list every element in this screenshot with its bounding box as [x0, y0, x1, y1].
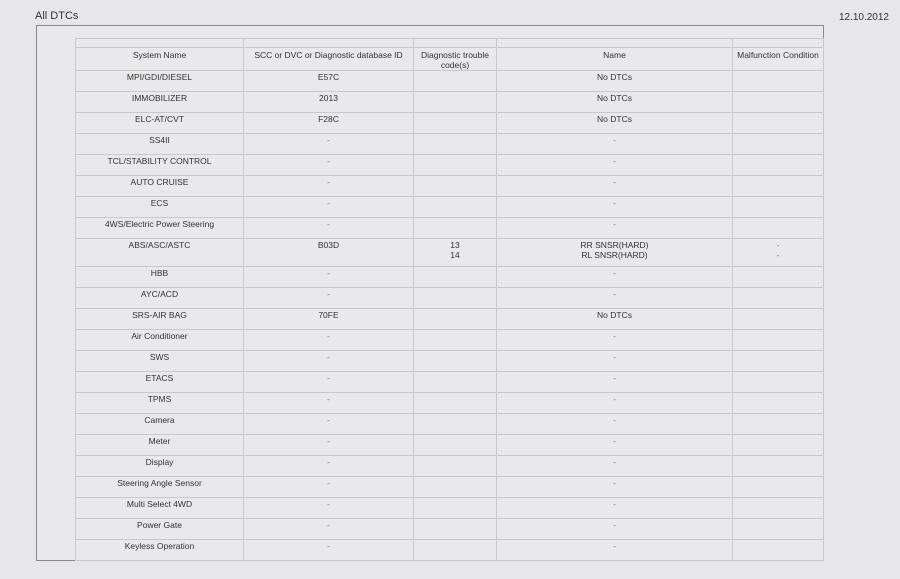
page-title: All DTCs: [35, 10, 79, 22]
dtc-name-cell: [497, 372, 733, 393]
system-name-cell: SRS-AIR BAG: [76, 309, 244, 330]
dtc-name-cell: [497, 113, 733, 134]
malfunction-condition-cell: [733, 435, 824, 456]
system-name-cell: Air Conditioner: [76, 330, 244, 351]
dtc-name-cell: [497, 239, 733, 267]
dtc-name-cell-line: No DTCs: [597, 114, 632, 124]
dtc-name-cell-line: -: [613, 457, 616, 467]
system-name-cell: IMMOBILIZER: [76, 92, 244, 113]
dtc-name-cell-line: -: [613, 478, 616, 488]
database-id-cell: -: [244, 540, 414, 561]
database-id-cell: -: [244, 519, 414, 540]
dtc-name-cell: [497, 134, 733, 155]
trouble-code-cell: [414, 393, 497, 414]
table-row: [76, 134, 824, 155]
system-name-cell: Keyless Operation: [76, 540, 244, 561]
table-row: [76, 267, 824, 288]
dtc-name-cell: [497, 414, 733, 435]
database-id-cell: -: [244, 372, 414, 393]
trouble-code-cell: [414, 540, 497, 561]
trouble-code-cell: [414, 477, 497, 498]
column-header-malfunction-condition: Malfunction Condition: [733, 48, 824, 71]
table-row: [76, 239, 824, 267]
system-name-cell: Steering Angle Sensor: [76, 477, 244, 498]
dtc-name-cell: [497, 197, 733, 218]
table-row: [76, 435, 824, 456]
system-name-cell: Camera: [76, 414, 244, 435]
malfunction-condition-cell: [733, 239, 824, 267]
table-row: [76, 71, 824, 92]
database-id-cell: -: [244, 414, 414, 435]
malfunction-condition-cell: [733, 155, 824, 176]
trouble-code-cell: [414, 197, 497, 218]
table-row: [76, 176, 824, 197]
dtc-name-cell: [497, 71, 733, 92]
system-name-cell: ECS: [76, 197, 244, 218]
malfunction-condition-cell: [733, 267, 824, 288]
trouble-code-cell: [414, 414, 497, 435]
header-spacer-row: [76, 39, 824, 48]
dtc-name-cell: [497, 309, 733, 330]
database-id-cell: -: [244, 218, 414, 239]
malfunction-condition-cell: [733, 456, 824, 477]
database-id-cell: -: [244, 155, 414, 176]
system-name-cell: Power Gate: [76, 519, 244, 540]
trouble-code-cell-line: 13: [450, 240, 460, 250]
trouble-code-cell: [414, 267, 497, 288]
dtc-name-cell-line: RL SNSR(HARD): [581, 250, 648, 260]
table-row: [76, 288, 824, 309]
malfunction-condition-cell: [733, 414, 824, 435]
dtc-name-cell-line: -: [613, 394, 616, 404]
system-name-cell: SS4II: [76, 134, 244, 155]
trouble-code-cell: [414, 71, 497, 92]
table-row: [76, 113, 824, 134]
database-id-cell: 2013: [244, 92, 414, 113]
dtc-name-cell: [497, 218, 733, 239]
dtc-name-cell: [497, 540, 733, 561]
system-name-cell: AYC/ACD: [76, 288, 244, 309]
system-name-cell: 4WS/Electric Power Steering: [76, 218, 244, 239]
malfunction-condition-cell: [733, 218, 824, 239]
column-header-database-id: SCC or DVC or Diagnostic database ID: [244, 48, 414, 71]
column-header-name: Name: [497, 48, 733, 71]
column-header-trouble-codes: Diagnostic trouble code(s): [414, 48, 497, 71]
trouble-code-cell: [414, 519, 497, 540]
malfunction-condition-cell: [733, 71, 824, 92]
database-id-cell: -: [244, 456, 414, 477]
dtc-name-cell-line: -: [613, 373, 616, 383]
malfunction-condition-cell: [733, 498, 824, 519]
trouble-code-cell: [414, 176, 497, 197]
database-id-cell: -: [244, 351, 414, 372]
table-row: [76, 92, 824, 113]
database-id-cell: -: [244, 435, 414, 456]
dtc-name-cell: [497, 92, 733, 113]
dtc-name-cell: [497, 519, 733, 540]
system-name-cell: HBB: [76, 267, 244, 288]
dtc-name-cell-line: -: [613, 289, 616, 299]
system-name-cell: AUTO CRUISE: [76, 176, 244, 197]
database-id-cell: -: [244, 176, 414, 197]
malfunction-condition-cell-line: -: [776, 250, 780, 260]
table-row: [76, 477, 824, 498]
malfunction-condition-cell: [733, 176, 824, 197]
dtc-name-cell-line: No DTCs: [597, 93, 632, 103]
database-id-cell: E57C: [244, 71, 414, 92]
database-id-cell: -: [244, 267, 414, 288]
dtc-name-cell-line: -: [613, 135, 616, 145]
dtc-name-cell-line: -: [613, 415, 616, 425]
dtc-name-cell-line: No DTCs: [597, 72, 632, 82]
dtc-name-cell: [497, 288, 733, 309]
malfunction-condition-cell: [733, 197, 824, 218]
dtc-name-cell-line: -: [613, 156, 616, 166]
table-row: [76, 414, 824, 435]
table-row: [76, 498, 824, 519]
malfunction-condition-cell: [733, 330, 824, 351]
report-frame: [36, 25, 824, 561]
table-row: [76, 197, 824, 218]
system-name-cell: TPMS: [76, 393, 244, 414]
dtc-name-cell-line: -: [613, 352, 616, 362]
malfunction-condition-cell: [733, 288, 824, 309]
table-row: [76, 456, 824, 477]
dtc-name-cell: [497, 456, 733, 477]
database-id-cell: -: [244, 330, 414, 351]
trouble-code-cell-line: 14: [450, 250, 460, 260]
dtc-name-cell-line: -: [613, 436, 616, 446]
malfunction-condition-cell: [733, 134, 824, 155]
dtc-name-cell-line: -: [613, 520, 616, 530]
trouble-code-cell: [414, 92, 497, 113]
system-name-cell: ETACS: [76, 372, 244, 393]
trouble-code-cell: [414, 218, 497, 239]
trouble-code-cell: [414, 309, 497, 330]
database-id-cell: -: [244, 498, 414, 519]
database-id-cell: -: [244, 477, 414, 498]
trouble-code-cell: [414, 134, 497, 155]
malfunction-condition-cell: [733, 477, 824, 498]
database-id-cell: -: [244, 134, 414, 155]
dtc-name-cell: [497, 155, 733, 176]
database-id-cell: -: [244, 197, 414, 218]
trouble-code-cell: [414, 155, 497, 176]
trouble-code-cell: [414, 456, 497, 477]
system-name-cell: ELC-AT/CVT: [76, 113, 244, 134]
table-row: [76, 393, 824, 414]
malfunction-condition-cell: [733, 351, 824, 372]
trouble-code-cell: [414, 113, 497, 134]
table-row: [76, 155, 824, 176]
dtc-name-cell-line: -: [613, 541, 616, 551]
dtc-name-cell-line: No DTCs: [597, 310, 632, 320]
trouble-code-cell: [414, 288, 497, 309]
dtc-name-cell-line: -: [613, 268, 616, 278]
dtc-name-cell: [497, 393, 733, 414]
trouble-code-cell: [414, 351, 497, 372]
system-name-cell: Display: [76, 456, 244, 477]
dtc-table: [75, 38, 824, 561]
table-row: [76, 540, 824, 561]
dtc-name-cell: [497, 498, 733, 519]
trouble-code-cell: [414, 372, 497, 393]
malfunction-condition-cell: [733, 393, 824, 414]
report-date: 12.10.2012: [838, 12, 889, 23]
malfunction-condition-cell: [733, 372, 824, 393]
table-row: [76, 372, 824, 393]
database-id-cell: 70FE: [244, 309, 414, 330]
database-id-cell: -: [244, 393, 414, 414]
trouble-code-cell: [414, 330, 497, 351]
table-row: [76, 218, 824, 239]
database-id-cell: B03D: [244, 239, 414, 267]
trouble-code-cell: [414, 239, 497, 267]
system-name-cell: TCL/STABILITY CONTROL: [76, 155, 244, 176]
system-name-cell: SWS: [76, 351, 244, 372]
dtc-name-cell-line: -: [613, 499, 616, 509]
database-id-cell: F28C: [244, 113, 414, 134]
table-row: [76, 351, 824, 372]
dtc-name-cell-line: -: [613, 331, 616, 341]
dtc-name-cell-line: -: [613, 198, 616, 208]
dtc-name-cell: [497, 267, 733, 288]
dtc-name-cell: [497, 351, 733, 372]
dtc-name-cell-line: -: [613, 177, 616, 187]
dtc-name-cell: [497, 477, 733, 498]
dtc-name-cell-line: RR SNSR(HARD): [580, 240, 649, 250]
trouble-code-cell: [414, 435, 497, 456]
system-name-cell: Multi Select 4WD: [76, 498, 244, 519]
malfunction-condition-cell: [733, 92, 824, 113]
malfunction-condition-cell-line: -: [776, 240, 780, 250]
system-name-cell: MPI/GDI/DIESEL: [76, 71, 244, 92]
header-row: [76, 48, 824, 71]
trouble-code-cell: [414, 498, 497, 519]
table-row: [76, 330, 824, 351]
system-name-cell: ABS/ASC/ASTC: [76, 239, 244, 267]
system-name-cell: Meter: [76, 435, 244, 456]
table-body: [76, 71, 824, 561]
database-id-cell: -: [244, 288, 414, 309]
column-header-system-name: System Name: [76, 48, 244, 71]
table-row: [76, 519, 824, 540]
malfunction-condition-cell: [733, 519, 824, 540]
malfunction-condition-cell: [733, 540, 824, 561]
dtc-name-cell: [497, 330, 733, 351]
table-row: [76, 309, 824, 330]
dtc-name-cell: [497, 176, 733, 197]
dtc-name-cell-line: -: [613, 219, 616, 229]
malfunction-condition-cell: [733, 309, 824, 330]
dtc-name-cell: [497, 435, 733, 456]
malfunction-condition-cell: [733, 113, 824, 134]
